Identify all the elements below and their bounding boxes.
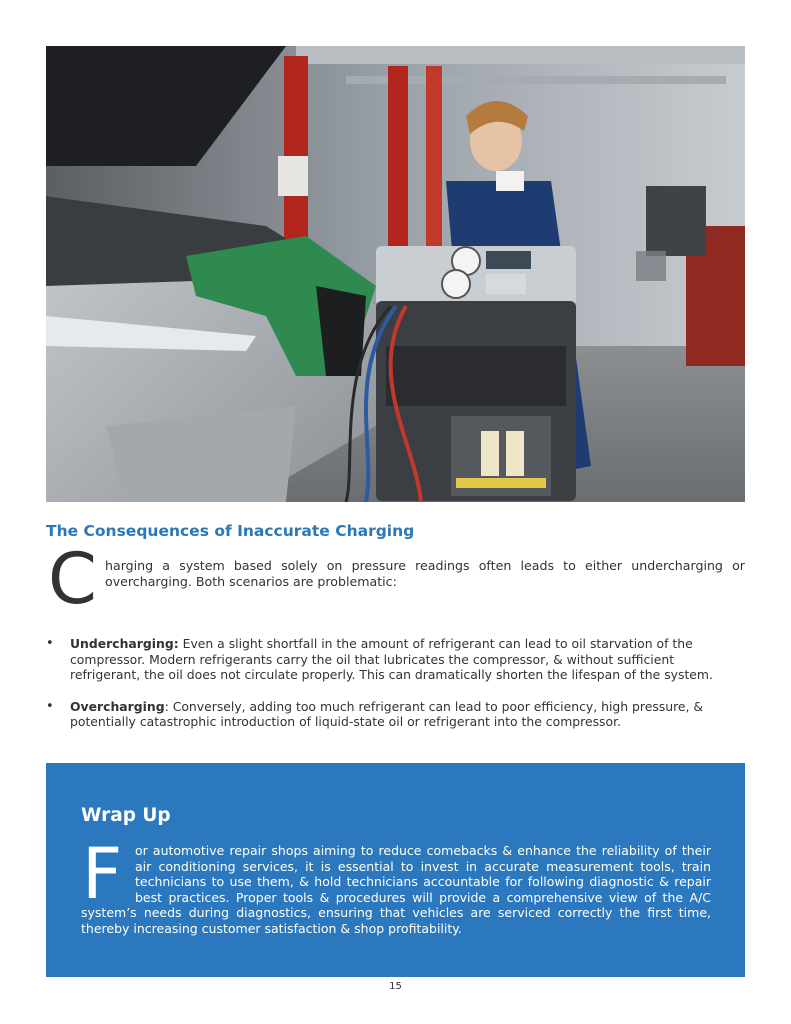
wrap-up-body: or automotive repair shops aiming to reduce comebacks & enhance the reliability of their air conditioning services, it is essential to invest in accurate measurement tools, train technicians to use them, & hold technicians accountable for following diagnostic & repair best practices. Proper tools & procedures will provide a comprehensive view of the A/C system’s needs during diagnostics, ensuring that vehicles are serviced correctly the first time, thereby increasing customer satisfaction & shop profitability.	[81, 843, 711, 936]
bullet-term: Undercharging:	[70, 636, 179, 651]
section-title: The Consequences of Inaccurate Charging	[46, 522, 415, 540]
list-item	[46, 699, 745, 730]
bullet-text: : Conversely, adding too much refrigerant can lead to poor efficiency, high pressure, & potentially catastrophic introduction of liquid-state oil or refrigerant into the compressor.	[70, 698, 704, 730]
hero-photo	[46, 46, 745, 502]
wrap-up-text	[81, 843, 711, 936]
intro-text: harging a system based solely on pressure readings often leads to either undercharging or overcharging. Both scenarios are problematic:	[105, 558, 745, 589]
consequences-list	[46, 636, 745, 746]
list-item	[46, 636, 745, 683]
bullet-text: Even a slight shortfall in the amount of refrigerant can lead to oil starvation of the compressor. Modern refrigerants carry the oil that lubricates the compressor, & without sufficient refrigerant, the oil does not circulate properly. This can dramatically shorten the lifespan of the system.	[70, 636, 713, 683]
wrap-up-title: Wrap Up	[81, 805, 171, 826]
technician-ac-machine-photo	[46, 46, 745, 502]
bullet-term: Overcharging	[70, 698, 165, 714]
intro-paragraph	[46, 538, 745, 620]
wrap-up-dropcap: F	[82, 833, 123, 915]
bullet-icon: •	[46, 636, 54, 651]
wrap-up-box	[46, 763, 745, 977]
bullet-icon: •	[46, 698, 54, 714]
page-number: 15	[389, 981, 402, 992]
dropcap: C	[48, 538, 97, 620]
